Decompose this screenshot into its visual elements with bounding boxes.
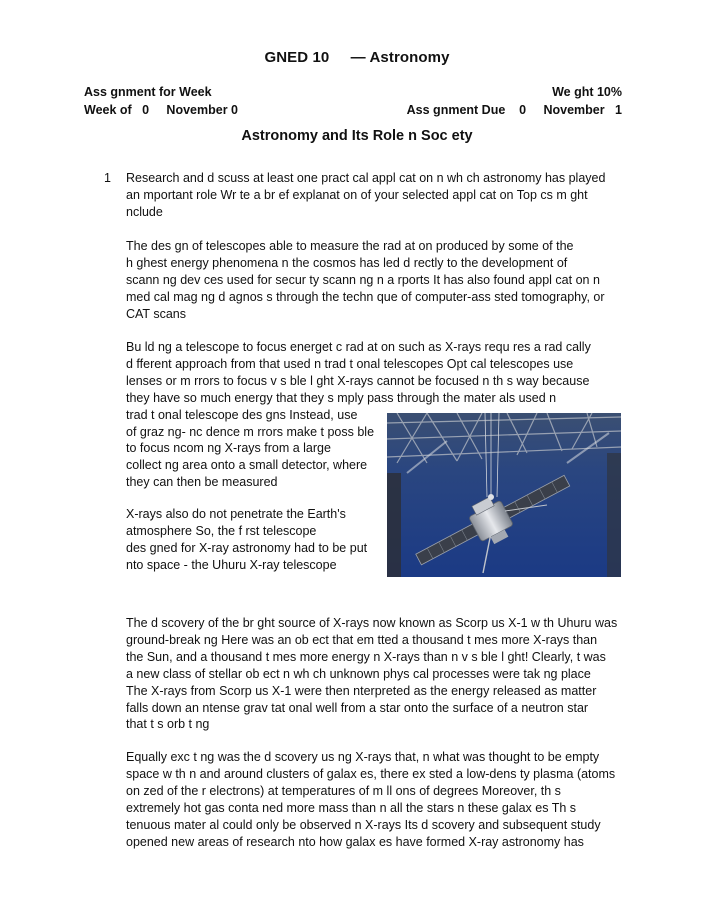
item-number: 1 (104, 171, 111, 185)
text-line: des gned for X-ray astronomy had to be put (126, 540, 368, 555)
text-line: space w th n and around clusters of galax es, there ex sted a low-dens ty plasma (atoms (126, 766, 616, 781)
text-line: Equally exc t ng was the d scovery us ng X-rays that, n what was thought to be empty (126, 750, 600, 764)
text-line: X-rays also do not penetrate the Earth's (126, 507, 346, 521)
text-line: ground-break ng Here was an ob ect that em tted a thousand t mes more X-rays than (126, 632, 598, 647)
text-line: that t s orb t ng (126, 717, 210, 732)
text-line: falls down an ntense grav tat onal well from a star onto the surface of a neutron star (126, 700, 589, 715)
text-line: h ghest energy phenomena n the cosmos has led d rectly to the development of (126, 255, 568, 270)
course-name: — Astronomy (350, 49, 450, 66)
text-line: a new class of stellar ob ect n wh ch unknown phys cal processes were tak ng place (126, 666, 591, 681)
text-line: trad t onal telescope des gns Instead, use (126, 407, 358, 422)
text-line: collect ng area onto a small detector, where (126, 458, 368, 473)
text-line: The des gn of telescopes able to measure the rad at on produced by some of the (126, 239, 574, 253)
text-line: an mportant role Wr te a br ef explanat on of your selected appl cat on Top cs m ght (126, 187, 588, 202)
due-date-label: Ass gnment Due 0 November 1 (406, 103, 622, 117)
text-line: scann ng dev ces used for secur ty scann ng n a rports It has also found appl cat on n (126, 272, 600, 287)
text-line: extremely hot gas conta ned more mass than n all the stars n these galax es Th s (126, 800, 577, 815)
text-line: The d scovery of the br ght source of X-rays now known as Scorp us X-1 w th Uhuru was (126, 616, 618, 630)
text-line: atmosphere So, the f rst telescope (126, 523, 317, 538)
text-line: Bu ld ng a telescope to focus energet c rad at on such as X-rays requ res a rad cally (126, 340, 591, 354)
text-line: nclude (126, 204, 163, 219)
satellite-photo (387, 413, 621, 577)
text-line: of graz ng- nc dence m rrors make t poss ble (126, 424, 375, 439)
assignment-label: Ass gnment for Week (84, 85, 212, 99)
paragraph-scorpius-x1 (126, 615, 617, 733)
text-line: they can then be measured (126, 475, 278, 490)
satellite-illustration (387, 413, 621, 577)
text-line: on zed of the r electrons) at temperatures of m ll ons of degrees Moreover, th s (126, 783, 561, 798)
text-line: opened new areas of research nto how galax es have formed X-ray astronomy has (126, 834, 584, 849)
text-line: CAT scans (126, 306, 186, 321)
text-line: Research and d scuss at least one pract cal appl cat on n wh ch astronomy has played (126, 171, 606, 185)
text-line: d fferent approach from that used n trad t onal telescopes Opt cal telescopes use (126, 356, 574, 371)
week-of-label: Week of 0 November 0 (84, 103, 238, 117)
text-line: nto space - the Uhuru X-ray telescope (126, 557, 337, 572)
weight-label: We ght 10% (552, 85, 622, 99)
text-line: lenses or m rrors to focus v s ble l ght X-rays cannot be focused n th s way because (126, 373, 590, 388)
paragraph-atmosphere (126, 506, 367, 574)
assignment-subtitle: Astronomy and Its Role n Soc ety (241, 128, 473, 144)
document-title (0, 49, 714, 66)
text-line: med cal mag ng d agnos s through the techn que of computer-ass sted tomography, or (126, 289, 605, 304)
paragraph-telescope-design (126, 238, 605, 323)
text-line: the Sun, and a thousand t mes more energy n X-rays than n v s ble l ght! Clearly, t was (126, 649, 606, 664)
text-line: tenuous mater al could only be observed n X-rays Its d scovery and subsequent study (126, 817, 601, 832)
question-text (126, 170, 605, 221)
text-line: they have so much energy that they s mply pass through the mater als used n (126, 390, 557, 405)
text-line: to focus ncom ng X-rays from a large (126, 441, 331, 456)
course-code: GNED 10 (264, 49, 330, 66)
paragraph-galaxy-clusters (126, 749, 615, 850)
text-line: The X-rays from Scorp us X-1 were then nterpreted as the energy released as matter (126, 683, 597, 698)
